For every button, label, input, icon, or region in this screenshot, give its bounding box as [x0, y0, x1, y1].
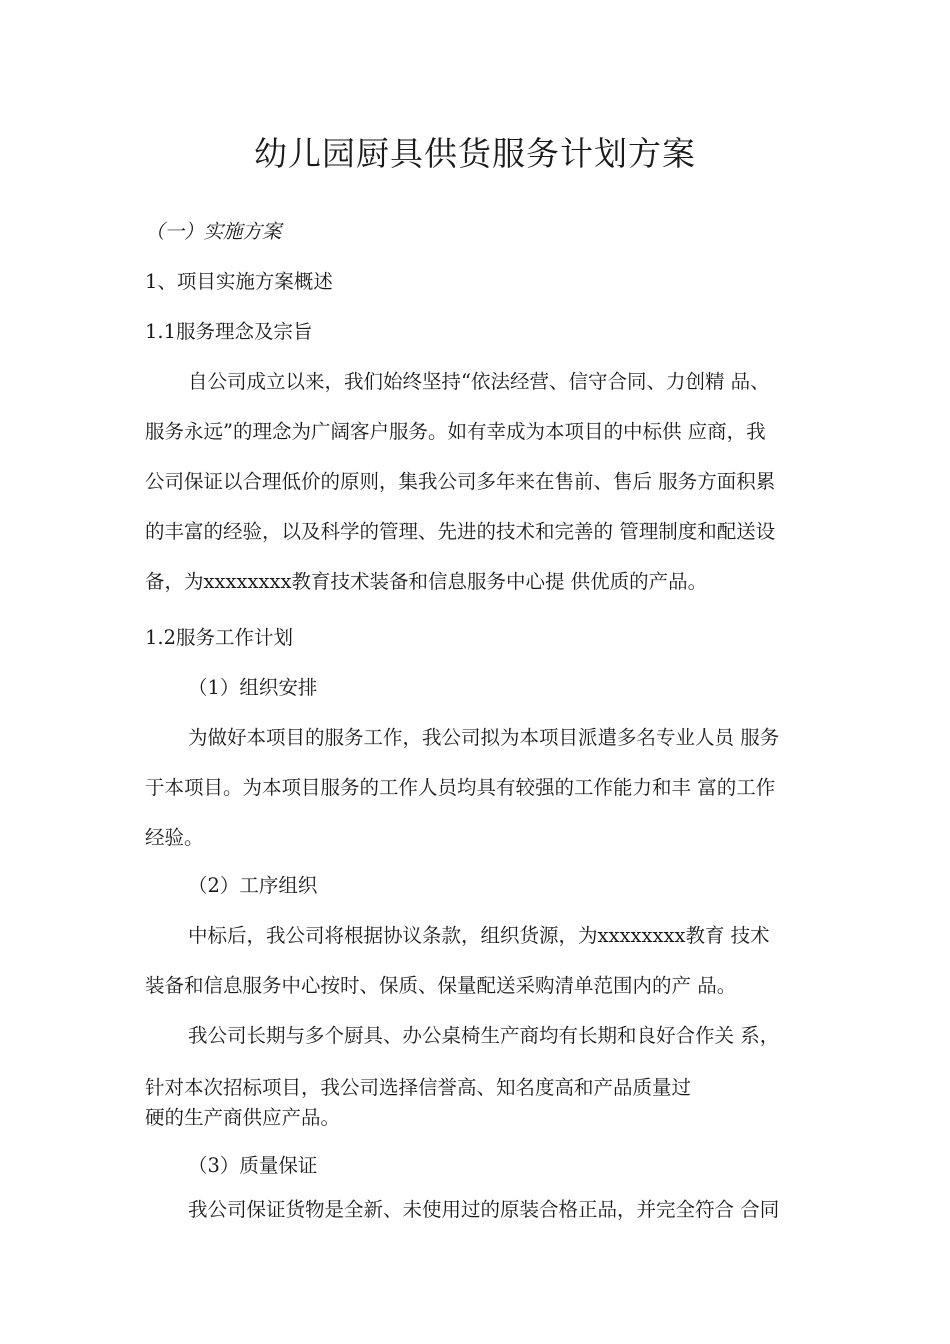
paragraph-line: 公司保证以合理低价的原则，集我公司多年来在售前、售后 服务方面积累 [145, 470, 776, 493]
paragraph-line: 装备和信息服务中心按时、保质、保量配送采购清单范围内的产 品。 [145, 974, 737, 997]
paragraph-line: 服务永远”的理念为广阔客户服务。如有幸成为本项目的中标供 应商，我 [145, 420, 766, 443]
paragraph-line: 经验。 [145, 826, 204, 849]
item-heading: （2）工序组织 [188, 874, 318, 897]
paragraph-line: 备，为xxxxxxxx教育技术装备和信息服务中心提 供优质的产品。 [145, 570, 708, 593]
subsection-heading: 1、项目实施方案概述 [145, 270, 333, 293]
paragraph-line: 自公司成立以来，我们始终坚持“依法经营、信守合同、力创精 品、 [188, 370, 770, 393]
document-title: 幼儿园厨具供货服务计划方案 [254, 134, 696, 173]
paragraph-line: 中标后，我公司将根据协议条款，组织货源，为xxxxxxxx教育 技术 [188, 924, 770, 947]
paragraph-line: 我公司长期与多个厨具、办公桌椅生产商均有长期和良好合作关 系， [188, 1024, 780, 1047]
paragraph-line: 为做好本项目的服务工作，我公司拟为本项目派遣多名专业人员 服务 [188, 726, 780, 749]
subsection-heading: 1.2服务工作计划 [145, 626, 294, 649]
paragraph-line: 硬的生产商供应产品。 [145, 1106, 341, 1129]
paragraph-line: 针对本次招标项目，我公司选择信誉高、知名度高和产品质量过 [145, 1076, 692, 1099]
item-heading: （3）质量保证 [188, 1154, 318, 1177]
section-heading: （一）实施方案 [145, 220, 282, 243]
paragraph-line: 我公司保证货物是全新、未使用过的原装合格正品，并完全符合 合同 [188, 1198, 780, 1221]
subsection-heading: 1.1服务理念及宗旨 [145, 320, 313, 343]
paragraph-line: 的丰富的经验，以及科学的管理、先进的技术和完善的 管理制度和配送设 [145, 520, 776, 543]
item-heading: （1）组织安排 [188, 676, 318, 699]
paragraph-line: 于本项目。为本项目服务的工作人员均具有较强的工作能力和丰 富的工作 [145, 776, 776, 799]
